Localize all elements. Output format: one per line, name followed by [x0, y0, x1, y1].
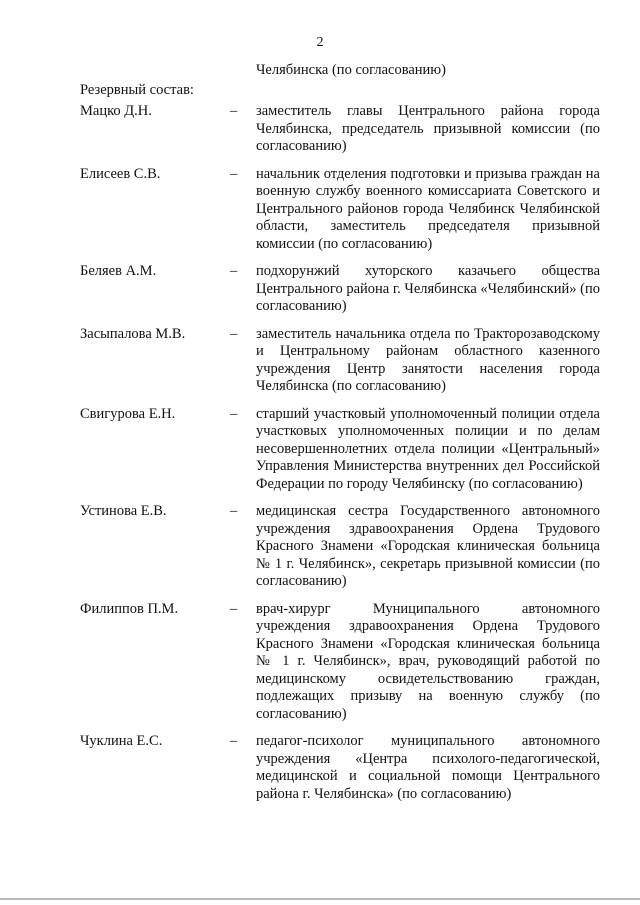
member-row: [80, 166, 600, 254]
member-name: Елисеев С.В.: [80, 165, 161, 182]
member-name: Беляев А.М.: [80, 263, 157, 279]
member-row: [80, 601, 600, 724]
section-title: Резервный состав:: [80, 81, 194, 98]
member-name: Засыпалова М.В.: [80, 325, 186, 342]
member-description: медицинская сестра Государственного автономного учреждения здравоохранения Ордена Трудового Красного Знамени «Городская клиническая больница № 1 г. Челябинск», секретарь призывной комиссии (по согласованию): [256, 503, 600, 589]
member-description: подхорунжий хуторского казачьего общества Центрального района г. Челябинска «Челябинский» (по согласованию): [256, 263, 600, 314]
member-dash: –: [230, 733, 238, 749]
document-body: [80, 62, 600, 803]
member-row: [80, 103, 600, 156]
member-name: Чуклина Е.С.: [80, 733, 163, 749]
member-name: Филиппов П.М.: [80, 600, 179, 617]
member-description: заместитель начальника отдела по Тракторозаводскому и Центральному районам областного казенного учреждения Центр занятости населения города Челябинска (по согласованию): [256, 325, 600, 394]
member-description: врач-хирург Муниципального автономного учреждения здравоохранения Ордена Трудового Красного Знамени «Городская клиническая больница № 1 г. Челябинск», врач, руководящий работой по медицинскому освидетельствованию граждан, подлежащих призыву на военную службу (по согласованию): [256, 600, 600, 722]
member-dash: –: [230, 600, 238, 617]
member-dash: –: [230, 165, 238, 182]
scan-edge-line: [0, 898, 640, 900]
member-dash: –: [230, 405, 238, 422]
member-dash: –: [230, 263, 238, 279]
member-name: Устинова Е.В.: [80, 503, 167, 519]
member-description: старший участковый уполномоченный полиции отдела участковых уполномоченных полиции и по делам несовершеннолетних отдела полиции «Центральный» Управления Министерства внутренних дел Российской Федерации по городу Челябинску (по согласованию): [256, 405, 600, 492]
page-number: 2: [316, 35, 324, 50]
member-row: [80, 263, 600, 316]
member-dash: –: [230, 503, 238, 519]
member-row: [80, 503, 600, 591]
member-name: Мацко Д.Н.: [80, 103, 152, 119]
member-name: Свигурова Е.Н.: [80, 405, 176, 422]
member-row: [80, 733, 600, 803]
member-description: начальник отделения подготовки и призыва граждан на военную службу военного комиссариата Советского и Центрального районов города Челябинск Челябинской области, заместитель председателя призывной комиссии (по согласованию): [256, 165, 600, 252]
member-description: педагог-психолог муниципального автономного учреждения «Центра психолого-педагогической, медицинской и социальной помощи Центрального района г. Челябинска» (по согласованию): [256, 733, 600, 802]
member-row: [80, 406, 600, 494]
continued-text: Челябинска (по согласованию): [256, 62, 446, 78]
member-row: [80, 326, 600, 396]
member-dash: –: [230, 103, 238, 119]
member-dash: –: [230, 325, 238, 342]
member-description: заместитель главы Центрального района города Челябинска, председатель призывной комиссии (по согласованию): [256, 103, 600, 154]
